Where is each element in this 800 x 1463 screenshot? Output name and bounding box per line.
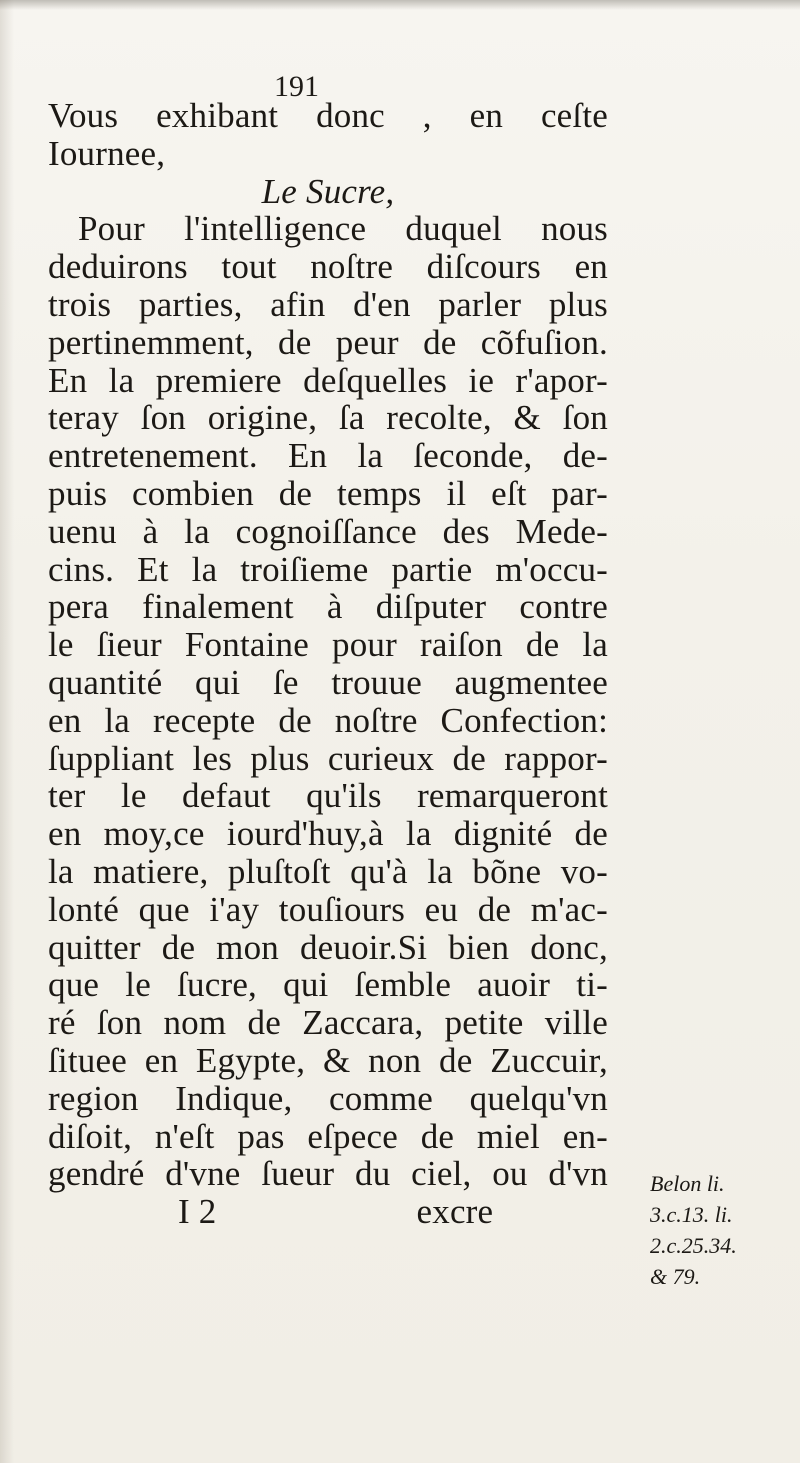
text-line: quitter de mon deuoir.Si bien donc, bbox=[48, 927, 608, 967]
text-line: En la premiere deſquelles ie r'apor- bbox=[48, 360, 608, 400]
margin-note: Belon li. bbox=[650, 1171, 725, 1196]
text-line: uenu à la cognoiſſance des Mede- bbox=[48, 511, 608, 551]
catchword: excre bbox=[416, 1192, 494, 1232]
text-line: Vous exhibant donc , en ceſte bbox=[48, 96, 608, 135]
text-line: diſoit, n'eſt pas eſpece de miel en- bbox=[48, 1116, 608, 1156]
page-gutter-shadow bbox=[0, 0, 14, 1463]
text-line: deduirons tout noſtre diſcours en bbox=[48, 247, 608, 287]
signature-line bbox=[48, 1193, 608, 1231]
text-line: Pour l'intelligence duquel nous bbox=[78, 209, 608, 249]
text-line: ré ſon nom de Zaccara, petite ville bbox=[48, 1003, 608, 1043]
text-line: en la recepte de noſtre Confection: bbox=[48, 700, 608, 740]
text-line: ter le defaut qu'ils remarqueront bbox=[48, 776, 608, 816]
text-line: puis combien de temps il eſt par- bbox=[48, 473, 608, 513]
page-number: 191 bbox=[274, 70, 319, 103]
margin-note: & 79. bbox=[650, 1264, 701, 1289]
page-top-edge bbox=[0, 0, 800, 10]
text-line: ſuppliant les plus curieux de rappor- bbox=[48, 738, 608, 778]
text-line: pera finalement à diſputer contre bbox=[48, 587, 608, 627]
body-text bbox=[48, 97, 608, 1231]
text-line: gendré d'vne ſueur du ciel, ou d'vn bbox=[48, 1154, 608, 1194]
signature-mark: I 2 bbox=[178, 1192, 217, 1232]
text-line: que le ſucre, qui ſemble auoir ti- bbox=[48, 965, 608, 1005]
text-line: pertinemment, de peur de cõfuſion. bbox=[48, 322, 608, 362]
text-line: teray ſon origine, ſa recolte, & ſon bbox=[48, 398, 608, 438]
margin-notes bbox=[650, 1168, 795, 1292]
text-line: entretenement. En la ſeconde, de- bbox=[48, 436, 608, 476]
text-line: en moy,ce iourd'huy,à la dignité de bbox=[48, 814, 608, 854]
text-line: trois parties, afin d'en parler plus bbox=[48, 284, 608, 324]
text-line: cins. Et la troiſieme partie m'occu- bbox=[48, 549, 608, 589]
text-line: quantité qui ſe trouue augmentee bbox=[48, 662, 608, 702]
text-line: region Indique, comme quelqu'vn bbox=[48, 1078, 608, 1118]
section-heading: Le Sucre, bbox=[261, 171, 395, 211]
text-line: la matiere, pluſtoſt qu'à la bõne vo- bbox=[48, 851, 608, 891]
text-line: Iournee, bbox=[48, 133, 166, 173]
text-line: ſituee en Egypte, & non de Zuccuir, bbox=[48, 1040, 608, 1080]
margin-note: 2.c.25.34. bbox=[650, 1233, 737, 1258]
margin-note: 3.c.13. li. bbox=[650, 1202, 733, 1227]
text-line: le ſieur Fontaine pour raiſon de la bbox=[48, 625, 608, 665]
text-line: lonté que i'ay touſiours eu de m'ac- bbox=[48, 889, 608, 929]
